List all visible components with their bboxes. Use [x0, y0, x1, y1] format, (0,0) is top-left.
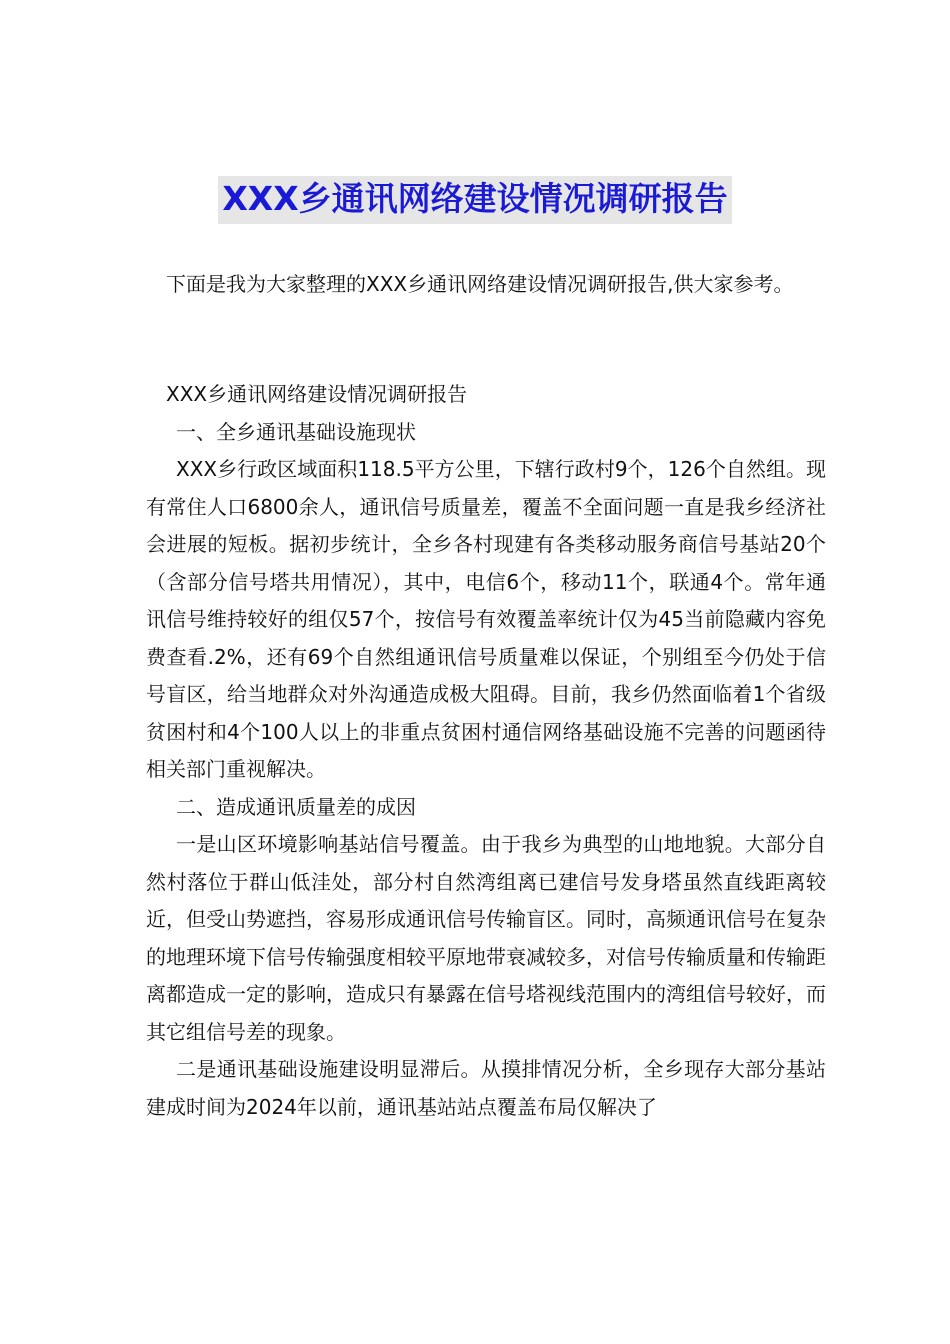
section1-paragraph: XXX乡行政区域面积118.5平方公里，下辖行政村9个，126个自然组。现有常住人口6800余人，通讯信号质量差，覆盖不全面问题一直是我乡经济社会进展的短板。据初步统计，全乡各村现建有各类移动服务商信号基站20个（含部分信号塔共用情况），其中，电信6个，移动11个，联通4个。常年通讯信号维持较好的组仅57个，按信号有效覆盖率统计仅为45当前隐藏内容免费查看.2%，还有69个自然组通讯信号质量难以保证，个别组至今仍处于信号盲区，给当地群众对外沟通造成极大阻碍。目前，我乡仍然面临着1个省级贫困村和4个100人以上的非重点贫困村通信网络基础设施不完善的问题函待相关部门重视解决。	[146, 457, 826, 781]
intro-block	[146, 266, 826, 304]
section2-heading: 二、造成通讯质量差的成因	[176, 794, 416, 819]
section2-paragraph-2: 二是通讯基础设施建设明显滞后。从摸排情况分析，全乡现存大部分基站建成时间为2024年以前，通讯基站站点覆盖布局仅解决了	[146, 1057, 826, 1119]
document-title: XXX乡通讯网络建设情况调研报告	[218, 176, 731, 224]
report-heading: XXX乡通讯网络建设情况调研报告	[166, 382, 468, 406]
section2-paragraph-1: 一是山区环境影响基站信号覆盖。由于我乡为典型的山地地貌。大部分自然村落位于群山低洼处，部分村自然湾组离已建信号发身塔虽然直线距离较近，但受山势遮挡，容易形成通讯信号传输盲区。同时，高频通讯信号在复杂的地理环境下信号传输强度相较平原地带衰减较多，对信号传输质量和传输距离都造成一定的影响，造成只有暴露在信号塔视线范围内的湾组信号较好，而其它组信号差的现象。	[146, 832, 826, 1044]
title-container	[0, 176, 950, 224]
section1-heading: 一、全乡通讯基础设施现状	[176, 419, 416, 444]
intro-paragraph: 下面是我为大家整理的XXX乡通讯网络建设情况调研报告,供大家参考。	[166, 272, 794, 296]
report-body	[146, 376, 826, 1126]
